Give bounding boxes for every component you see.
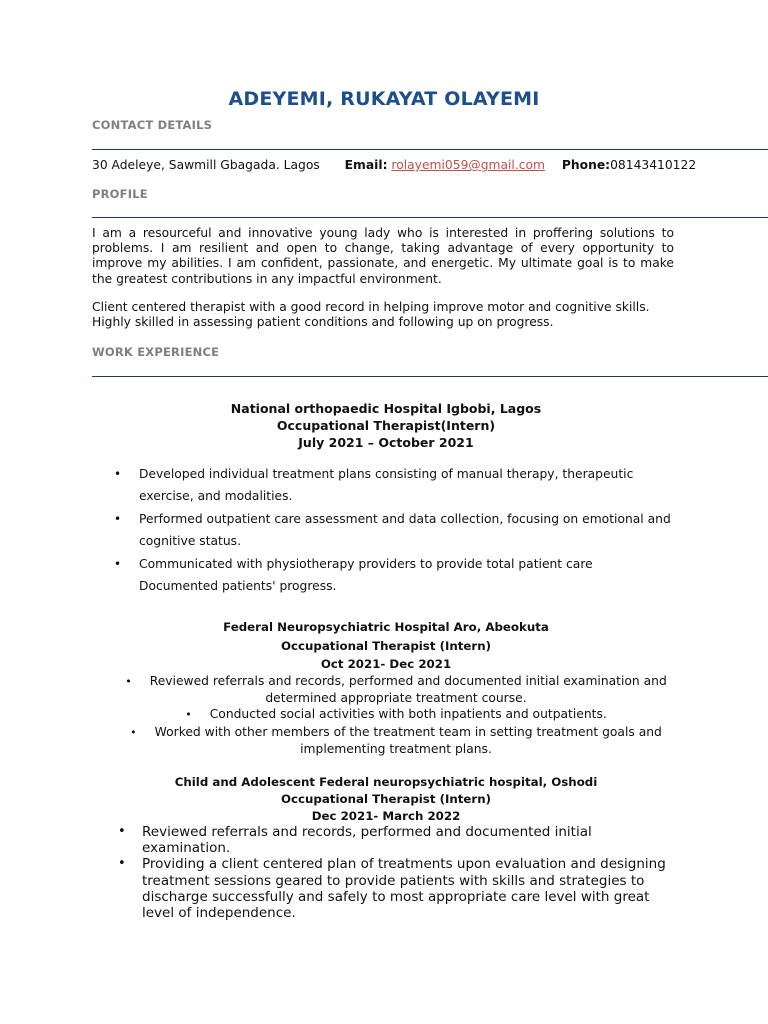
email-link[interactable]: rolayemi059@gmail.com <box>391 158 546 172</box>
job-header <box>92 401 680 451</box>
profile-summary <box>92 300 674 330</box>
contact-details-heading: CONTACT DETAILS <box>92 118 213 132</box>
job-title: Occupational Therapist(Intern) <box>276 417 496 433</box>
list-item: • Worked with other members of the treatment team in setting treatment goals and implementing treatment plans. <box>130 724 662 756</box>
job-bullets <box>92 824 682 921</box>
profile-summary-line: Client centered therapist with a good record in helping improve motor and cognitive skills. <box>92 300 650 314</box>
bullet-icon: • <box>125 675 132 688</box>
bullet-icon: • <box>185 708 192 722</box>
list-item: • Reviewed referrals and records, performed and documented initial examination and determined appropriate treatment course. <box>125 674 667 706</box>
work-experience-heading: WORK EXPERIENCE <box>92 345 220 359</box>
address: 30 Adeleye, Sawmill Gbagada. Lagos <box>92 158 320 172</box>
job-header <box>92 618 680 674</box>
profile-paragraph: I am a resourceful and innovative young lady who is interested in proffering solutions to problems. I am resilient and open to change, taking advantage of every opportunity to improve my abilities. I am confident, passionate, and energetic. My ultimate goal is to make the greatest contributions in any impactful environment. <box>92 226 674 286</box>
list-item: • Developed individual treatment plans consisting of manual therapy, therapeutic exercise, and modalities. <box>92 463 672 507</box>
job-title: Occupational Therapist (Intern) <box>280 638 492 653</box>
section-divider <box>92 149 768 150</box>
job-bullets <box>92 463 672 598</box>
profile-summary-line: Highly skilled in assessing patient conditions and following up on progress. <box>92 315 554 330</box>
bullet-icon: • <box>130 725 137 739</box>
list-item: • Reviewed referrals and records, performed and documented initial examination. <box>92 824 682 856</box>
job-dates: Oct 2021- Dec 2021 <box>320 657 452 671</box>
profile-heading: PROFILE <box>92 187 148 201</box>
contact-line <box>92 158 696 172</box>
email-label: Email: <box>344 158 388 172</box>
job-bullets <box>112 673 680 757</box>
section-divider <box>92 217 768 218</box>
job-dates: July 2021 – October 2021 <box>298 434 474 450</box>
job-header <box>92 774 680 824</box>
job-employer: Child and Adolescent Federal neuropsychiatric hospital, Oshodi <box>174 775 598 789</box>
job-title: Occupational Therapist (Intern) <box>280 791 492 806</box>
list-item: • Providing a client centered plan of treatments upon evaluation and designing treatment sessions geared to provide patients with skills and strategies to discharge successfully and safely to most appropriate care level with great level of independence. <box>92 856 682 921</box>
job-employer: Federal Neuropsychiatric Hospital Aro, Abeokuta <box>223 620 549 634</box>
section-divider <box>92 376 768 377</box>
job-dates: Dec 2021- March 2022 <box>311 808 461 823</box>
resume-name: ADEYEMI, RUKAYAT OLAYEMI <box>228 88 540 110</box>
phone-number: 08143410122 <box>610 158 697 172</box>
list-item: • Conducted social activities with both inpatients and outpatients. <box>185 707 607 722</box>
list-item: • Performed outpatient care assessment and data collection, focusing on emotional and cognitive status. <box>92 508 672 552</box>
list-item: • Communicated with physiotherapy providers to provide total patient care Documented patients' progress. <box>92 553 672 597</box>
phone-label: Phone: <box>561 158 611 172</box>
job-employer: National orthopaedic Hospital Igbobi, Lagos <box>230 401 542 416</box>
